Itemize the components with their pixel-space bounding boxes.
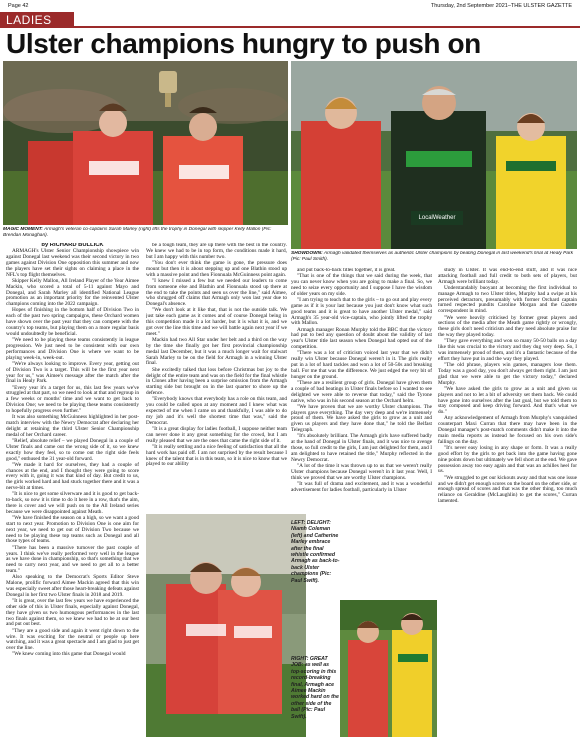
paragraph: "They are a good side and again it went right down to the wire. It was exciting for the neutral or people up here watching, and it was a great spectacle and I am glad to just get over the line. (6, 627, 139, 652)
paragraph: Skipper Kelly Mallon, All Ireland Player of the Year Aimee Mackin, who scored a total of 5-11 against Mayo and Donegal, and Sarah Marley all identified National League promotion as an important priority for the reinvented Ulster champions coming into the 2022 campaign. (6, 277, 139, 308)
paragraph: "These are a resilient group of girls. Donegal have given them a couple of bad beatings in Ulster finals before so I wanted to see delighted we were able to reverse that today," said the Tyrone native, who was in his second season at the Orchard helm. (291, 379, 432, 404)
article-column-3 (291, 268, 432, 518)
paragraph: ARMAGH's Ulster Senior Championship showpiece win against Donegal last weekend was their second victory in two games against Division One opposition this summer and now the players have set their sights on claiming a place in the NFL's top flight themselves. (6, 248, 139, 278)
paragraph: "It is really settling and a nice feeling of satisfaction that all the hard work has paid off. I am not surprised by the result because I knew of the talent that is in this team, so it is nice to know that we played to our ability (146, 443, 287, 468)
paragraph: "I knew I missed a few but we needed our leaders to come from someone else and Blathin and Fionnuala stood up there at the end to take the points and seen us over the line," said Aimee, who shrugged off claims that Armagh only won last year due to Donegal's absence. (146, 277, 287, 308)
page-header (0, 0, 580, 12)
paragraph: It was also something McGuinness highlighted in her post-match interview with the Newry Democrat after declaring her delight at retaining the third Ulster Senior Championship medal of her Orchard career. (6, 414, 139, 438)
action-photo (340, 600, 437, 737)
paragraph: "A lot of the time it was thrown up to us that we weren't really Ulster champions because Donegal weren't in it last year. Well, I think we proved that we are worthy Ulster champions. (291, 462, 432, 481)
caption-lead: MAGIC MOMENT: (3, 227, 43, 232)
paragraph: "We struggled to get our kickouts away and that was one issue and we didn't get enough scores on the board on the other side, or enough spread of scores and that was the other thing, too much reliance on Geraldine (McLaughlin) to get the scores," Curran lamented. (438, 474, 577, 505)
section-rule (74, 26, 580, 28)
paragraph: "We have proven that we are worthy Ulster champions. The players gave everything. The day very deep and we're immensely proud of them. We have asked the girls to grow as a unit and given us players and they have done that," he told the Belfast Telegraph. (291, 403, 432, 434)
paragraph: "We need to be playing these teams consistently in league progression. We just need to be consistent with our own performances and Division One is where we want to be playing week-in, week-out. (6, 337, 139, 361)
paragraph: "It is great, over the last few years we have experienced the other side of this in Ulster finals, especially against Donegal, they have given us two humongous performances in the last two finals against them, so we knew we had to be at our best and put out best. (6, 598, 139, 628)
players-photo-caption (291, 251, 577, 265)
paragraph: "We were heavily criticised by former great players and sections of the media after the Meath game rightly or wrongly, these girls don't need criticism and they need absolute praise for the way they played today. (438, 314, 577, 339)
article-column-1 (6, 243, 139, 737)
paragraph: and put back-to-back titles together, it is great. (297, 268, 396, 273)
paragraph: "It's never easy losing in any shape or form. It was a really good effort by the girls to get back into the game having gone nine points down but ultimately we fell short at the end. We gave possession away too easy again and that was an achilles heel for us. (438, 445, 577, 475)
paragraph: "We have asked the girls to grow as a unit and given us players and not to let a bit of adversity set them back. We could have gone into ourselves after the last goal, but we told them to stay composed and keep driving forward. And that's what we do." (438, 385, 577, 416)
paragraph: Armagh manager Ronan Murphy told the BBC that the victory had put to bed any question of doubt about the validity of last year's Ulster title last season when Donegal had opted out of the competition. (291, 326, 432, 351)
paragraph: "They gave everything and won so many 50-50 balls on a day like this was crucial to the victory and they dug very deep. So, I was immensely proud of them, and it's a fantastic because of the effort they have put in and the way they played. (438, 338, 577, 362)
paragraph: "We have finished the season on a high, so we want a good start to next year. Promotion to Division One is one aim for next year, we need to get out of Division Two because we need to be playing these top teams such as Donegal and all those types of teams. (6, 515, 139, 545)
paragraph: "We're always looking to improve. Every year, getting out of Division Two is a target. This will be the first year next year for us," was Aimee's message after the match after the final in Healy Park. (6, 360, 139, 385)
paragraph: "It is nice to get some silverware and it is good to get back-to-back, so now it is time to do it here in a row, that's the aim, there is cover and we will push on to the All Ireland series because we were disappointed against Meath. (6, 491, 139, 515)
article-column-2 (146, 243, 287, 513)
paragraph: "I am trying to teach that to the girls – to go out and play every game as if it is your last because you just don't know what such good teams and it is great to have another Ulster medal," said Armagh's 35 year-old vice-captain, who jointly lifted the trophy with Mallon. (291, 297, 432, 327)
paragraph: "Every year it's a target for us, this last few years we've struggled at that part, so we need to look at that and regroup in a few weeks or months' time and we want to get back to Division One; we need to be playing these teams consistently to hopefully progress even further." (6, 384, 139, 414)
paragraph: "Relief, absolute relief – we played Donegal in a couple of Ulster finals and came out the wrong side of it, so we knew exactly how they feel, so to come out the right side feels good," enthused the 31 year-old forward. (6, 437, 139, 462)
paragraph: Any acknowledgement of Armagh from Murphy's vanquished counterpart Maxi Curran that there may have been in the Donegal manager's post-match comments didn't make it into the main media reports as instead he focused on his own side's failings on the day. (438, 415, 577, 445)
paragraph: Hopes of finishing in the bottom half of Division Two in each of the past two spring campaigns, these Orchard women have shown over the past year that they can compete with the country's top teams, but playing them on a more regular basis would undoubtedly be beneficial. (6, 307, 139, 337)
date-line: Thursday, 2nd September 2021–THE ULSTER GAZETTE (430, 3, 572, 9)
caption-text: Armagh's veteran co-captains Sarah Marley (right) lifts the trophy in Donegal with skipper Kelly Mallon (Pic: Brendan Monaghan). (3, 227, 272, 238)
paragraph: Mackin had two All Star under her belt and a third on the way by the time she finally got her first provincial championship medal last December, but it was a much longer wait for stalwart Sarah Marley to be on the field for Armagh in a winning Ulster final. (146, 337, 287, 367)
paragraph: study in Ulster. It was end-to-end stuff, and it was nice attacking football and full credit to both sets of players, but Armagh were brilliant today. (438, 268, 577, 285)
section-banner (0, 12, 580, 28)
paragraph: Also speaking to the Democrat's Sports Editor Steve Malone, prolific forward Aimee Mackin agreed that this win was especially sweet after those heart-breaking defeats against Donegal in her first two Ulster finals in 2018 and 2019. (6, 574, 139, 598)
embrace-photo (146, 514, 306, 737)
paragraph: "It's absolutely brilliant. The Armagh girls have suffered badly at the hand of Donegal in Ulster finals, and it was nice to avenge those, so full credit to the girls, I am just delighted for them, and I am delighted to have retained the title," Murphy reflected in the Newry Democrat. (291, 433, 432, 463)
byline: by RICHARD BULLICK (41, 243, 104, 248)
paragraph: "It was full of drama and excitement, and it was a wonderful advertisement for ladies football, particularly in Ulster (291, 480, 432, 493)
paragraph: "You don't ever think the game is gone, the pressure does mount but then it is about stepping up and one Blathin stood up with a massive point and then Fionnuala McGuinness point again. (146, 259, 287, 278)
trophy-photo (3, 61, 288, 225)
paragraph: "We don't look at it like that, that is not the outside talk. We just take each game as it comes and of course Donegal being in this competition made it a lot harder, but it is what it is, and we got over the line this time and we will battle again next year if we meet." (146, 307, 287, 337)
paragraph: "There has been a massive turnover the past couple of years. I think we've really performed very well in the league as we have done in championship, so that's something that we need to carry next year, and we need to get all to a better team." (6, 544, 139, 575)
paragraph: "We made it hard for ourselves, they had a couple of chances at the end, and I thought they were going to score every with it, going it was that kind of day. But credit to us, the girls worked hard and had stuck together there and it was a nerve-bit at times. (6, 461, 139, 492)
paragraph: "We knew coming into this game that Donegal would (12, 651, 126, 658)
paragraph: She excitedly talked that loss before Christmas but joy to the delight of the entire team and was on the field for the final whistle in Clones after having been a surprise omission from the Armagh starting side but brought on in the last quarter to shore up the defence. (146, 366, 287, 397)
action-photo-caption: RIGHT: GREAT JOB: as well as top-scoring in this record-breaking final, Armagh ace Aimee Mackin worked hard on the other side of the ball (Pic: Paul Swift). (291, 656, 339, 720)
paragraph: "Everybody knows that everybody has a role on this team, and you could be called upon at any moment and I knew what was expected of me when I came on and thankfully, I was able to do my job and it's well the shortest time that was," said the Democrat. (146, 396, 287, 426)
caption-lead: SHOWDOWN: (291, 251, 323, 256)
paragraph: "There was a lot of criticism voiced last year that we didn't really win Ulster because Donegal weren't in it. The girls really put in a lot of hard tackles and won a lot of 50-50s and breaking ball. For me that was the difference. We just edged the very bit of hunger on the ground. (291, 350, 432, 380)
page-number: Page 42 (8, 3, 29, 9)
paragraph: "The old phrase, players win games, managers lose them. Today was a good day, you don't always get them right. I am just glad that we were able to get the victory today," declared Murphy. (438, 362, 577, 386)
embrace-photo-caption: LEFT: DELIGHT: Niamh Coleman (left) and Catherine Marley embrace after the final whistle confirmed Armagh as back-to-back Ulster champions (Pic: Paul Swift). (291, 520, 340, 584)
paragraph: be a tough team, they are up there with the best in the country. We knew we had to be in top form, the conditions made it hard, but I am happy with this number two. (146, 243, 287, 260)
article-column-4 (438, 268, 577, 737)
players-photo (291, 61, 577, 249)
paragraph: "It is a great display for ladies football, I suppose neither team can never done it any great something for the crowd, but I am really pleased that we are the ones that came the right side of it. (146, 425, 287, 444)
paragraph: "That is one of the things that we said during the week, that you can never know when you are going to make a final. So, we need to seize every opportunity and I suppose I have the wisdom of older years on my side. (291, 273, 432, 297)
headline: Ulster champions hungry to push on (6, 29, 481, 59)
caption-text: Armagh validated themselves as authentic Ulster champions by beating Donegal in last weekend's final at Healy Park (Pic: Paul Smith). (291, 251, 574, 262)
trophy-photo-caption (3, 227, 288, 241)
sponsor-badge: LocalWeather (411, 211, 463, 225)
paragraph: Understandably buoyant at becoming the first individual to manage Armagh to two Ulster titles, Murphy had a swipe at his perceived detractors, presumably with former Orchard captain turned respected pundits Caroline Morgan and the Gazette correspondent in mind. (438, 284, 577, 315)
section-label: LADIES (0, 12, 74, 28)
